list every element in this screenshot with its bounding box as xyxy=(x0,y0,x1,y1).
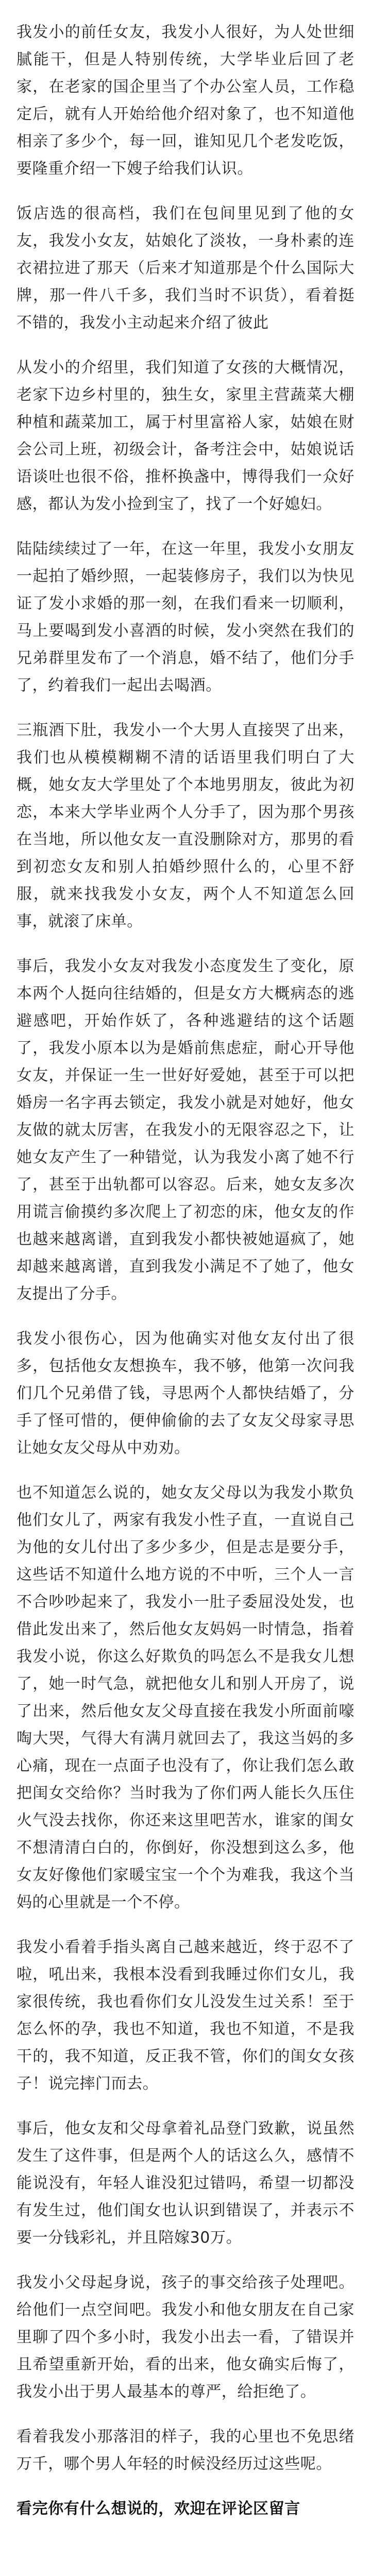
paragraph-1: 我发小的前任女友，我发小人很好，为人处世细腻能干，但是人特别传统，大学毕业后回了老家，在老家的国企里当了个办公室人员，工作稳定后，就有人开始给他介绍对象了，也不知道他相亲了多少个，每一回，谁知见几个老发吃饭，要隆重介绍一下嫂子给我们认识。 xyxy=(16,23,355,178)
closing-prompt: 看完你有什么想说的，欢迎在评论区留言 xyxy=(16,2500,300,2518)
paragraph-7: 我发小很伤心，因为他确实对他女友付出了很多，包括他女友想换车，我不够，他第一次问我们几个兄弟借了钱，寻思两个人都快结婚了，分手了怪可惜的，便伸偷偷的去了女友父母家寻思让她女友父母从中劝劝。 xyxy=(16,1330,355,1457)
paragraph-6: 事后，我发小女友对我发小态度发生了变化，原本两个人挺向往结婚的，但是女方大概病态的逃避感吧，开始作妖了，各种逃避结的这个话题了，我发小原本以为是婚前焦虑症，耐心开导他女友，并保证一生一世好好爱她，甚至于可以把婚房一名字再去锁定，我发小就是对她好，他女友做的就太厉害，在我发小的无限容忍之下，让她女友产生了一种错觉，认为我发小离了她不行了，甚至于出轨都可以容忍。后来，她女友多次用谎言偷摸约多次爬上了初恋的床，他女友的作也越来越离谱，直到我发小都快被她逼疯了，她却越来越离谱，直到我发小满足不了她了，他女友提出了分手。 xyxy=(16,957,355,1303)
paragraph-2: 饭店选的很高档，我们在包间里见到了他的女友，我发小女友，姑娘化了淡妆，一身朴素的连衣裙拉进了那天（后来才知道那是个什么国际大牌，那一件八千多，我们当时不识货），看着挺不错的，我发小主动起来介绍了彼此 xyxy=(16,205,355,332)
paragraph-8: 也不知道怎么说的，她女友父母以为我发小欺负他们女儿了，两家有我发小性子直，一直说自己为他的女儿付出了多少多少，但是志是要分手，这些话不知道什么地方说的不中听，三个人一言不合吵吵起来了，我发小一肚子委屈没处发，也借此发出来了，然后他女友妈妈一时情急，指着我发小说，你这么好欺负的吗怎么不是我女儿想了，她一时气急，就把他女儿和别人开房了，说了出来，然后他女友父母直接在我发小所面前嚎啕大哭，气得大有满月就回去了，我这当妈的多心痛，现在一点面子也没有了，你让我们怎么敢把闺女交给你？当时我为了你们两人能长久压住火气没去找你，你还来这里吧苦水，谁家的闺女不想清清白白的，你倒好，你没想到这么多，他女友好像他们家暖宝宝一个个为难我，我这个当妈的心里就是一个不停。 xyxy=(16,1484,355,1911)
paragraph-11: 我发小父母起身说，孩子的事交给孩子处理吧。给他们一点空间吧。我发小和他女朋友在自己家里聊了四个多小时，我发小出去一看，了错误并且希望重新开始，看的出来，他女确实后悔了，我发小出于男人最基本的尊严，给拒绝了。 xyxy=(16,2274,355,2401)
paragraph-10: 事后，他女友和父母拿着礼品登门致歉，说虽然发生了这件事，但是两个人的话这么久，感情不能说没有，年轻人谁没犯过错吗，希望一切都没有发生过，他们闺女也认识到错误了，并表示不要一分钱彩礼，并且陪嫁30万。 xyxy=(16,2120,355,2247)
paragraph-9: 我发小看着手指头离自己越来越近，终于忍不了啦，吼出来，我根本没看到我睡过你们女儿，我家很传统，我也看你们女儿没发生过关系！至于怎么怀的孕，我也不知道，我也不知道，不是我干的，我不知道，反正我不管，你们的闺女女孩子！说完摔门而去。 xyxy=(16,1938,355,2093)
paragraph-12: 看着我发小那落泪的样子，我的心里也不免思绪万千，哪个男人年轻的时候没经历过这些呢。 xyxy=(16,2428,355,2473)
paragraph-5: 三瓶酒下肚，我发小一个大男人直接哭了出来，我们也从模模糊糊不清的话语里我们明白了大概，她女友大学里处了个本地男朋友，彼此为初恋，本来大学毕业两个人分手了，因为那个男孩在当地，所以他女友一直没删除对方，那男的看到初恋女友和别人拍婚纱照什么的，心里不舒服，就来找我发小女友，两个人不知道怎么回事，就滚了床单。 xyxy=(16,721,355,930)
article-body xyxy=(16,19,355,2522)
paragraph-4: 陆陆续续过了一年，在这一年里，我发小女朋友一起拍了婚纱照，一起装修房子，我们以为快见证了发小求婚的那一刻，在我们看来一切顺利，马上要喝到发小喜酒的时候，发小突然在我们的兄弟群里发布了一个消息，婚不结了，他们分手了，约着我们一起出去喝酒。 xyxy=(16,540,355,694)
paragraph-3: 从发小的介绍里，我们知道了女孩的大概情况，老家下边乡村里的，独生女，家里主营蔬菜大棚种植和蔬菜加工，属于村里富裕人家，姑娘在财会公司上班，初级会计，备考注会中，姑娘说话语谈吐也很不俗，推杯换盏中，博得我们一众好感，都认为发小捡到宝了，找了一个好媳妇。 xyxy=(16,359,355,513)
